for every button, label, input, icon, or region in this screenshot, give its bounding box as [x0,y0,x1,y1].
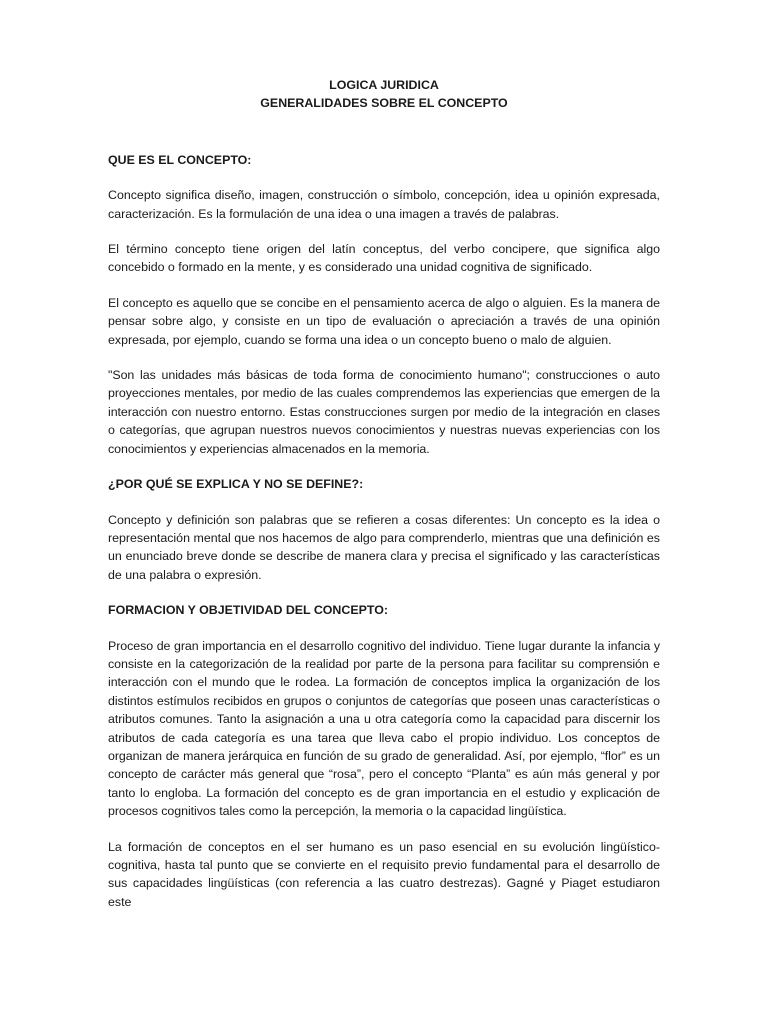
paragraph: Proceso de gran importancia en el desarrollo cognitivo del individuo. Tiene lugar durante la infancia y consiste en la categorización de la realidad por parte de la persona para facilitar su comprensión e interacción con el mundo que le rodea. La formación de conceptos implica la organización de los distintos estímulos recibidos en grupos o conjuntos de categorías que poseen unas características o atributos comunes. Tanto la asignación a una u otra categoría como la capacidad para discernir los atributos de cada categoría es una tarea que lleva cabo el propio individuo. Los conceptos de organizan de manera jerárquica en función de su grado de generalidad. Así, por ejemplo, “flor” es un concepto de carácter más general que “rosa”, pero el concepto “Planta” es aún más general y por tanto lo engloba. La formación del concepto es de gran importancia en el estudio y explicación de procesos cognitivos tales como la percepción, la memoria o la capacidad lingüística. [108,638,660,819]
paragraph: El término concepto tiene origen del latín conceptus, del verbo concipere, que significa algo concebido o formado en la mente, y es considerado una unidad cognitiva de significado. [108,242,660,275]
title-line-2: GENERALIDADES SOBRE EL CONCEPTO [260,96,508,111]
paragraph: Concepto significa diseño, imagen, construcción o símbolo, concepción, idea u opinión expresada, caracterización. Es la formulación de una idea o una imagen a través de palabras. [108,188,660,221]
document-title [108,76,660,113]
section-heading-por-que: ¿POR QUÉ SE EXPLICA Y NO SE DEFINE?: [108,477,364,492]
paragraph: El concepto es aquello que se concibe en el pensamiento acerca de algo o alguien. Es la manera de pensar sobre algo, y consiste en un tipo de evaluación o apreciación a través de una opinión expresada, por ejemplo, cuando se forma una idea o un concepto bueno o malo de alguien. [108,295,660,347]
section-heading-que-es: QUE ES EL CONCEPTO: [108,152,252,167]
paragraph: Concepto y definición son palabras que se refieren a cosas diferentes: Un concepto es la idea o representación mental que nos hacemos de algo para comprenderlo, mientras que una definición es un enunciado breve donde se describe de manera clara y precisa el significado y las características de una palabra o expresión. [108,512,660,582]
paragraph: La formación de conceptos en el ser humano es un paso esencial en su evolución lingüístico-cognitiva, hasta tal punto que se convierte en el requisito previo fundamental para el desarrollo de sus capacidades lingüísticas (con referencia a las cuatro destrezas). Gagné y Piaget estudiaron este [108,839,660,909]
title-line-1: LOGICA JURIDICA [329,78,439,92]
title-spacer [108,113,660,151]
paragraph: "Son las unidades más básicas de toda forma de conocimiento humano"; construcciones o auto proyecciones mentales, por medio de las cuales comprendemos las experiencias que emergen de la interacción con nuestro entorno. Estas construcciones surgen por medio de la integración en clases o categorías, que agrupan nuestros nuevos conocimientos y nuestras nuevas experiencias con los conocimientos y experiencias almacenados en la memoria. [108,368,660,456]
section-heading-formacion: FORMACION Y OBJETIVIDAD DEL CONCEPTO: [108,603,388,618]
